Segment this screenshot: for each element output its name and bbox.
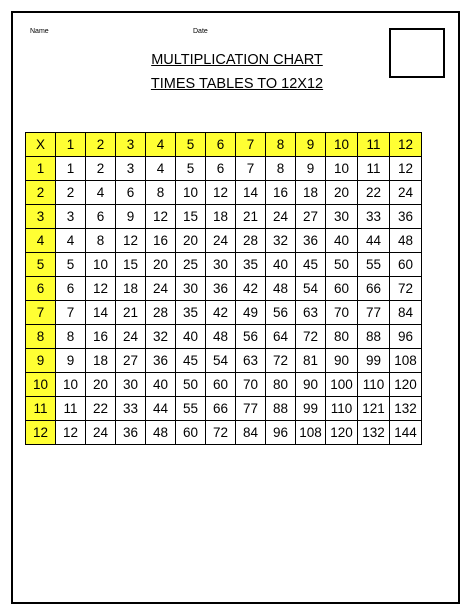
product-cell: 18 <box>86 349 116 373</box>
product-cell: 18 <box>206 205 236 229</box>
product-cell: 132 <box>390 397 422 421</box>
column-header-cell: 10 <box>326 133 358 157</box>
row-header-cell: 3 <box>26 205 56 229</box>
product-cell: 80 <box>266 373 296 397</box>
product-cell: 10 <box>86 253 116 277</box>
table-row <box>26 301 422 325</box>
product-cell: 56 <box>266 301 296 325</box>
product-cell: 72 <box>390 277 422 301</box>
page-title: MULTIPLICATION CHART <box>151 52 323 68</box>
product-cell: 36 <box>206 277 236 301</box>
header-row <box>26 133 422 157</box>
product-cell: 22 <box>86 397 116 421</box>
product-cell: 64 <box>266 325 296 349</box>
product-cell: 48 <box>266 277 296 301</box>
product-cell: 110 <box>358 373 390 397</box>
multiplication-table <box>25 132 422 445</box>
row-header-cell: 5 <box>26 253 56 277</box>
product-cell: 6 <box>86 205 116 229</box>
product-cell: 20 <box>86 373 116 397</box>
product-cell: 49 <box>236 301 266 325</box>
column-header-cell: 6 <box>206 133 236 157</box>
product-cell: 12 <box>56 421 86 445</box>
table-row <box>26 277 422 301</box>
product-cell: 84 <box>390 301 422 325</box>
table-row <box>26 157 422 181</box>
product-cell: 72 <box>206 421 236 445</box>
product-cell: 70 <box>236 373 266 397</box>
product-cell: 3 <box>116 157 146 181</box>
row-header-cell: 2 <box>26 181 56 205</box>
table-row <box>26 229 422 253</box>
product-cell: 100 <box>326 373 358 397</box>
product-cell: 55 <box>176 397 206 421</box>
product-cell: 10 <box>176 181 206 205</box>
product-cell: 80 <box>326 325 358 349</box>
product-cell: 16 <box>146 229 176 253</box>
product-cell: 36 <box>116 421 146 445</box>
product-cell: 60 <box>326 277 358 301</box>
product-cell: 63 <box>296 301 326 325</box>
product-cell: 15 <box>116 253 146 277</box>
product-cell: 108 <box>390 349 422 373</box>
product-cell: 9 <box>56 349 86 373</box>
product-cell: 16 <box>86 325 116 349</box>
product-cell: 30 <box>116 373 146 397</box>
product-cell: 88 <box>266 397 296 421</box>
product-cell: 3 <box>56 205 86 229</box>
product-cell: 72 <box>266 349 296 373</box>
product-cell: 77 <box>358 301 390 325</box>
column-header-cell: 9 <box>296 133 326 157</box>
column-header-cell: 4 <box>146 133 176 157</box>
column-header-cell: 2 <box>86 133 116 157</box>
product-cell: 28 <box>236 229 266 253</box>
column-header-cell: 11 <box>358 133 390 157</box>
product-cell: 4 <box>56 229 86 253</box>
column-header-cell: 1 <box>56 133 86 157</box>
product-cell: 121 <box>358 397 390 421</box>
product-cell: 14 <box>86 301 116 325</box>
product-cell: 36 <box>390 205 422 229</box>
product-cell: 27 <box>116 349 146 373</box>
product-cell: 144 <box>390 421 422 445</box>
product-cell: 21 <box>236 205 266 229</box>
product-cell: 36 <box>296 229 326 253</box>
table-row <box>26 205 422 229</box>
row-header-cell: 10 <box>26 373 56 397</box>
product-cell: 44 <box>146 397 176 421</box>
column-header-cell: 3 <box>116 133 146 157</box>
product-cell: 77 <box>236 397 266 421</box>
table-row <box>26 421 422 445</box>
row-header-cell: 12 <box>26 421 56 445</box>
product-cell: 48 <box>146 421 176 445</box>
column-header-cell: 7 <box>236 133 266 157</box>
product-cell: 6 <box>56 277 86 301</box>
product-cell: 72 <box>296 325 326 349</box>
product-cell: 12 <box>86 277 116 301</box>
row-header-cell: 9 <box>26 349 56 373</box>
product-cell: 6 <box>116 181 146 205</box>
product-cell: 63 <box>236 349 266 373</box>
product-cell: 35 <box>176 301 206 325</box>
product-cell: 9 <box>116 205 146 229</box>
table-row <box>26 373 422 397</box>
product-cell: 9 <box>296 157 326 181</box>
product-cell: 48 <box>390 229 422 253</box>
product-cell: 21 <box>116 301 146 325</box>
product-cell: 132 <box>358 421 390 445</box>
product-cell: 8 <box>56 325 86 349</box>
product-cell: 7 <box>56 301 86 325</box>
product-cell: 60 <box>206 373 236 397</box>
product-cell: 12 <box>146 205 176 229</box>
product-cell: 70 <box>326 301 358 325</box>
row-header-cell: 11 <box>26 397 56 421</box>
product-cell: 33 <box>358 205 390 229</box>
product-cell: 54 <box>296 277 326 301</box>
table-row <box>26 325 422 349</box>
product-cell: 32 <box>146 325 176 349</box>
product-cell: 60 <box>390 253 422 277</box>
product-cell: 45 <box>176 349 206 373</box>
product-cell: 4 <box>86 181 116 205</box>
table-row <box>26 397 422 421</box>
product-cell: 12 <box>116 229 146 253</box>
product-cell: 42 <box>236 277 266 301</box>
product-cell: 24 <box>266 205 296 229</box>
product-cell: 96 <box>266 421 296 445</box>
product-cell: 24 <box>116 325 146 349</box>
product-cell: 10 <box>56 373 86 397</box>
product-cell: 8 <box>86 229 116 253</box>
product-cell: 36 <box>146 349 176 373</box>
product-cell: 8 <box>266 157 296 181</box>
row-header-cell: 1 <box>26 157 56 181</box>
product-cell: 54 <box>206 349 236 373</box>
product-cell: 40 <box>266 253 296 277</box>
product-cell: 88 <box>358 325 390 349</box>
row-header-cell: 7 <box>26 301 56 325</box>
product-cell: 18 <box>296 181 326 205</box>
product-cell: 50 <box>176 373 206 397</box>
product-cell: 56 <box>236 325 266 349</box>
product-cell: 50 <box>326 253 358 277</box>
product-cell: 40 <box>176 325 206 349</box>
product-cell: 66 <box>358 277 390 301</box>
product-cell: 32 <box>266 229 296 253</box>
product-cell: 24 <box>146 277 176 301</box>
product-cell: 4 <box>146 157 176 181</box>
product-cell: 6 <box>206 157 236 181</box>
product-cell: 20 <box>146 253 176 277</box>
page-subtitle: TIMES TABLES TO 12X12 <box>150 76 324 92</box>
product-cell: 27 <box>296 205 326 229</box>
column-header-cell: 12 <box>390 133 422 157</box>
corner-cell: X <box>26 133 56 157</box>
product-cell: 30 <box>206 253 236 277</box>
product-cell: 40 <box>326 229 358 253</box>
product-cell: 120 <box>390 373 422 397</box>
product-cell: 15 <box>176 205 206 229</box>
product-cell: 12 <box>206 181 236 205</box>
product-cell: 33 <box>116 397 146 421</box>
product-cell: 24 <box>86 421 116 445</box>
product-cell: 108 <box>296 421 326 445</box>
product-cell: 2 <box>86 157 116 181</box>
product-cell: 99 <box>358 349 390 373</box>
date-label: Date <box>193 28 208 35</box>
row-header-cell: 6 <box>26 277 56 301</box>
product-cell: 10 <box>326 157 358 181</box>
product-cell: 18 <box>116 277 146 301</box>
table-row <box>26 253 422 277</box>
product-cell: 1 <box>56 157 86 181</box>
product-cell: 16 <box>266 181 296 205</box>
product-cell: 12 <box>390 157 422 181</box>
product-cell: 11 <box>56 397 86 421</box>
product-cell: 30 <box>326 205 358 229</box>
product-cell: 20 <box>176 229 206 253</box>
product-cell: 11 <box>358 157 390 181</box>
table-row <box>26 181 422 205</box>
product-cell: 45 <box>296 253 326 277</box>
product-cell: 8 <box>146 181 176 205</box>
product-cell: 22 <box>358 181 390 205</box>
column-header-cell: 5 <box>176 133 206 157</box>
product-cell: 90 <box>296 373 326 397</box>
product-cell: 42 <box>206 301 236 325</box>
product-cell: 120 <box>326 421 358 445</box>
row-header-cell: 4 <box>26 229 56 253</box>
name-label: Name <box>30 28 49 35</box>
product-cell: 99 <box>296 397 326 421</box>
column-header-cell: 8 <box>266 133 296 157</box>
product-cell: 28 <box>146 301 176 325</box>
product-cell: 84 <box>236 421 266 445</box>
product-cell: 14 <box>236 181 266 205</box>
product-cell: 24 <box>390 181 422 205</box>
product-cell: 35 <box>236 253 266 277</box>
product-cell: 44 <box>358 229 390 253</box>
product-cell: 40 <box>146 373 176 397</box>
product-cell: 110 <box>326 397 358 421</box>
product-cell: 90 <box>326 349 358 373</box>
product-cell: 66 <box>206 397 236 421</box>
product-cell: 25 <box>176 253 206 277</box>
product-cell: 48 <box>206 325 236 349</box>
product-cell: 81 <box>296 349 326 373</box>
product-cell: 60 <box>176 421 206 445</box>
table-row <box>26 349 422 373</box>
product-cell: 30 <box>176 277 206 301</box>
product-cell: 20 <box>326 181 358 205</box>
product-cell: 5 <box>56 253 86 277</box>
row-header-cell: 8 <box>26 325 56 349</box>
product-cell: 5 <box>176 157 206 181</box>
product-cell: 24 <box>206 229 236 253</box>
product-cell: 96 <box>390 325 422 349</box>
product-cell: 55 <box>358 253 390 277</box>
product-cell: 2 <box>56 181 86 205</box>
product-cell: 7 <box>236 157 266 181</box>
